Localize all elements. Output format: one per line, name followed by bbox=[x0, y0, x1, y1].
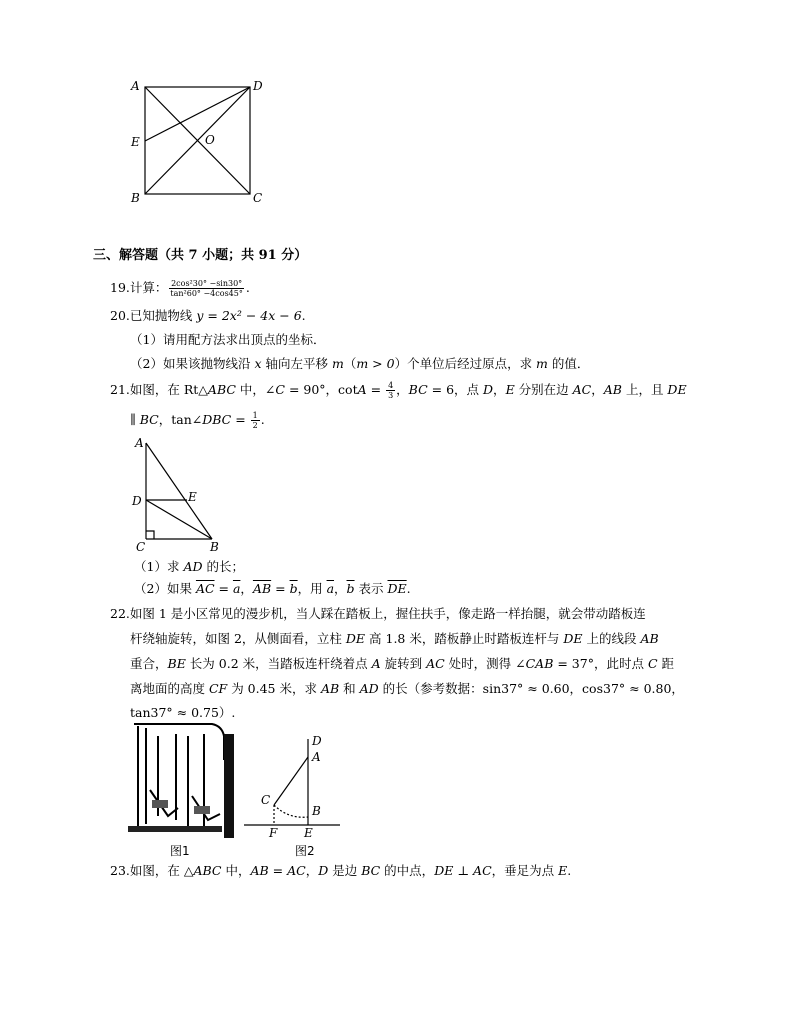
question-20-part2: （2）如果该抛物线沿 x 轴向左平移 m（m > 0）个单位后经过原点，求 m 的值． bbox=[130, 356, 590, 371]
section-heading: 三、解答题（共 7 小题；共 91 分） bbox=[93, 248, 308, 263]
figure-square bbox=[125, 76, 270, 206]
figure-triangle bbox=[126, 433, 236, 555]
label-A: A bbox=[135, 436, 144, 450]
figure-2-caption: 图2 bbox=[295, 844, 315, 858]
question-21-part2: （2）如果 $\overline{AC} = \overline{a}$，$\overline{AB} = \overline{b}$，用 $\overline{a}$，$\overline{b}$ 表示 $\overline{DE}$. bbox=[134, 581, 411, 596]
label-A: A bbox=[312, 750, 321, 764]
label-F: F bbox=[269, 826, 278, 840]
label-D: D bbox=[312, 734, 322, 748]
label-B: B bbox=[210, 540, 219, 554]
fraction-cot: $\frac{4}{3}$ bbox=[388, 381, 394, 400]
label-B: B bbox=[131, 191, 140, 205]
question-22-line2: 杆绕轴旋转，如图 2，从侧面看，立柱 DE 高 1.8 米，踏板静止时踏板连杆与 DE 上的线段 AB bbox=[130, 631, 659, 646]
question-22-line1: 22.如图 1 是小区常见的漫步机，当人踩在踏板上，握住扶手，像走路一样抬腿，就会带动踏板连 bbox=[110, 606, 646, 621]
question-22-line5: tan37° ≈ 0.75）. bbox=[130, 705, 236, 720]
label-C: C bbox=[253, 191, 263, 205]
label-B: B bbox=[312, 804, 321, 818]
question-21: 21.如图，在 Rt△ABC 中，∠C = 90°，cotA = $\frac{4}{3}$ ，BC = 6，点 D，E 分别在边 AC，AB 上，且 DE bbox=[110, 381, 687, 400]
label-E: E bbox=[304, 826, 313, 840]
label-O: O bbox=[205, 133, 215, 147]
question-21-part1: （1）求 AD 的长； bbox=[134, 559, 244, 574]
fraction-19: $\frac{\text{2cos²30° −sin30°}}{\text{tan²60° −4cos45°}}$ bbox=[170, 279, 243, 298]
question-20-part1: （1）请用配方法求出顶点的坐标． bbox=[130, 332, 326, 347]
question-19: 19.计算： $\frac{\text{2cos²30° −sin30°}}{\text{tan²60° −4cos45°}}$ . bbox=[110, 279, 250, 298]
label-A: A bbox=[131, 79, 140, 93]
question-21-line2: ∥ BC，tan∠DBC = $\frac{1}{2}$ . bbox=[130, 411, 265, 430]
question-22-line4: 离地面的高度 CF 为 0.45 米，求 AB 和 AD 的长（参考数据：sin37° ≈ 0.60，cos37° ≈ 0.80， bbox=[130, 681, 684, 696]
figure-1-caption: 图1 bbox=[170, 844, 190, 858]
question-22-line3: 重合，BE 长为 0.2 米，当踏板连杆绕着点 A 旋转到 AC 处时，测得 ∠CAB = 37°，此时点 C 距 bbox=[130, 656, 675, 671]
label-C: C bbox=[136, 540, 146, 554]
figure-side-view bbox=[242, 733, 342, 841]
label-E: E bbox=[131, 135, 140, 149]
question-23: 23.如图，在 △ABC 中，AB = AC，D 是边 BC 的中点，DE ⊥ AC，垂足为点 E. bbox=[110, 863, 572, 878]
label-E: E bbox=[188, 490, 197, 504]
fraction-tan: $\frac{1}{2}$ bbox=[252, 411, 258, 430]
label-D: D bbox=[253, 79, 263, 93]
question-20: 20.已知抛物线 y = 2x² − 4x − 6. bbox=[110, 308, 306, 323]
label-C: C bbox=[261, 793, 271, 807]
figure-walking-machine bbox=[128, 720, 240, 842]
label-D: D bbox=[132, 494, 142, 508]
